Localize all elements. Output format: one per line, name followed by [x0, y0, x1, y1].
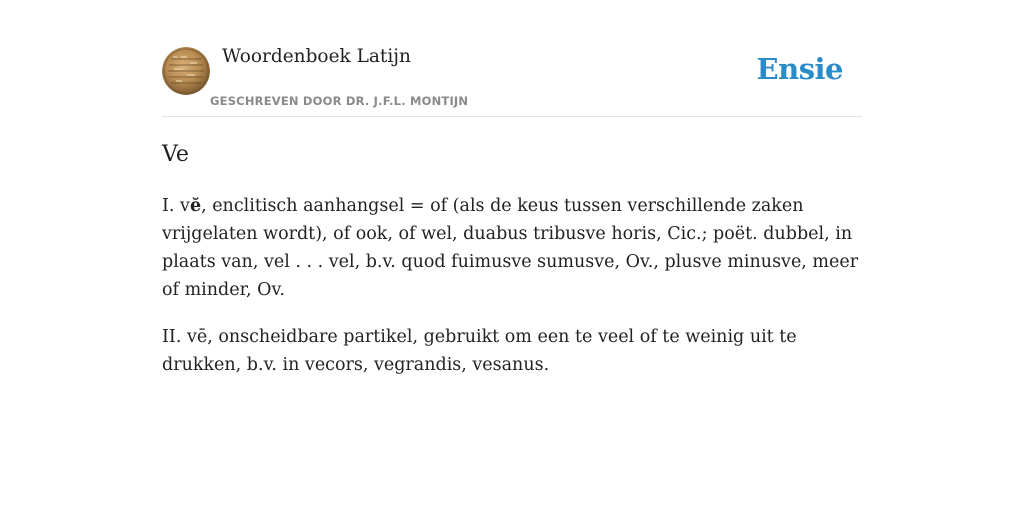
entry-content: [162, 140, 862, 398]
definition-prefix: II. vē: [162, 327, 208, 347]
definition-paragraph: [162, 192, 862, 304]
definition-bold-vowel: ĕ: [189, 196, 202, 216]
definition-prefix: I. v: [162, 196, 190, 216]
author-subtitle: GESCHREVEN DOOR DR. J.F.L. MONTIJN: [210, 94, 469, 108]
dictionary-title[interactable]: Woordenboek Latijn: [222, 46, 411, 67]
definition-paragraph: [162, 323, 862, 379]
site-header: [162, 0, 862, 117]
definition-text: , enclitisch aanhangsel = of (als de keus tussen verschillende zaken vrijgelaten wordt), of ook, of wel, duabus tribusve horis, Cic.; poët. dubbel, in plaats van, vel . . . vel, b.v. quod fuimusve sumusve, Ov., plusve minusve, meer of minder, Ov.: [162, 196, 859, 300]
bronze-coin-logo-icon[interactable]: [162, 47, 210, 95]
ensie-brand-link[interactable]: Ensie: [756, 52, 843, 86]
definition-text: , onscheidbare partikel, gebruikt om een te veel of te weinig uit te drukken, b.v. in vecors, vegrandis, vesanus.: [162, 327, 797, 375]
entry-title: Ve: [162, 142, 189, 167]
